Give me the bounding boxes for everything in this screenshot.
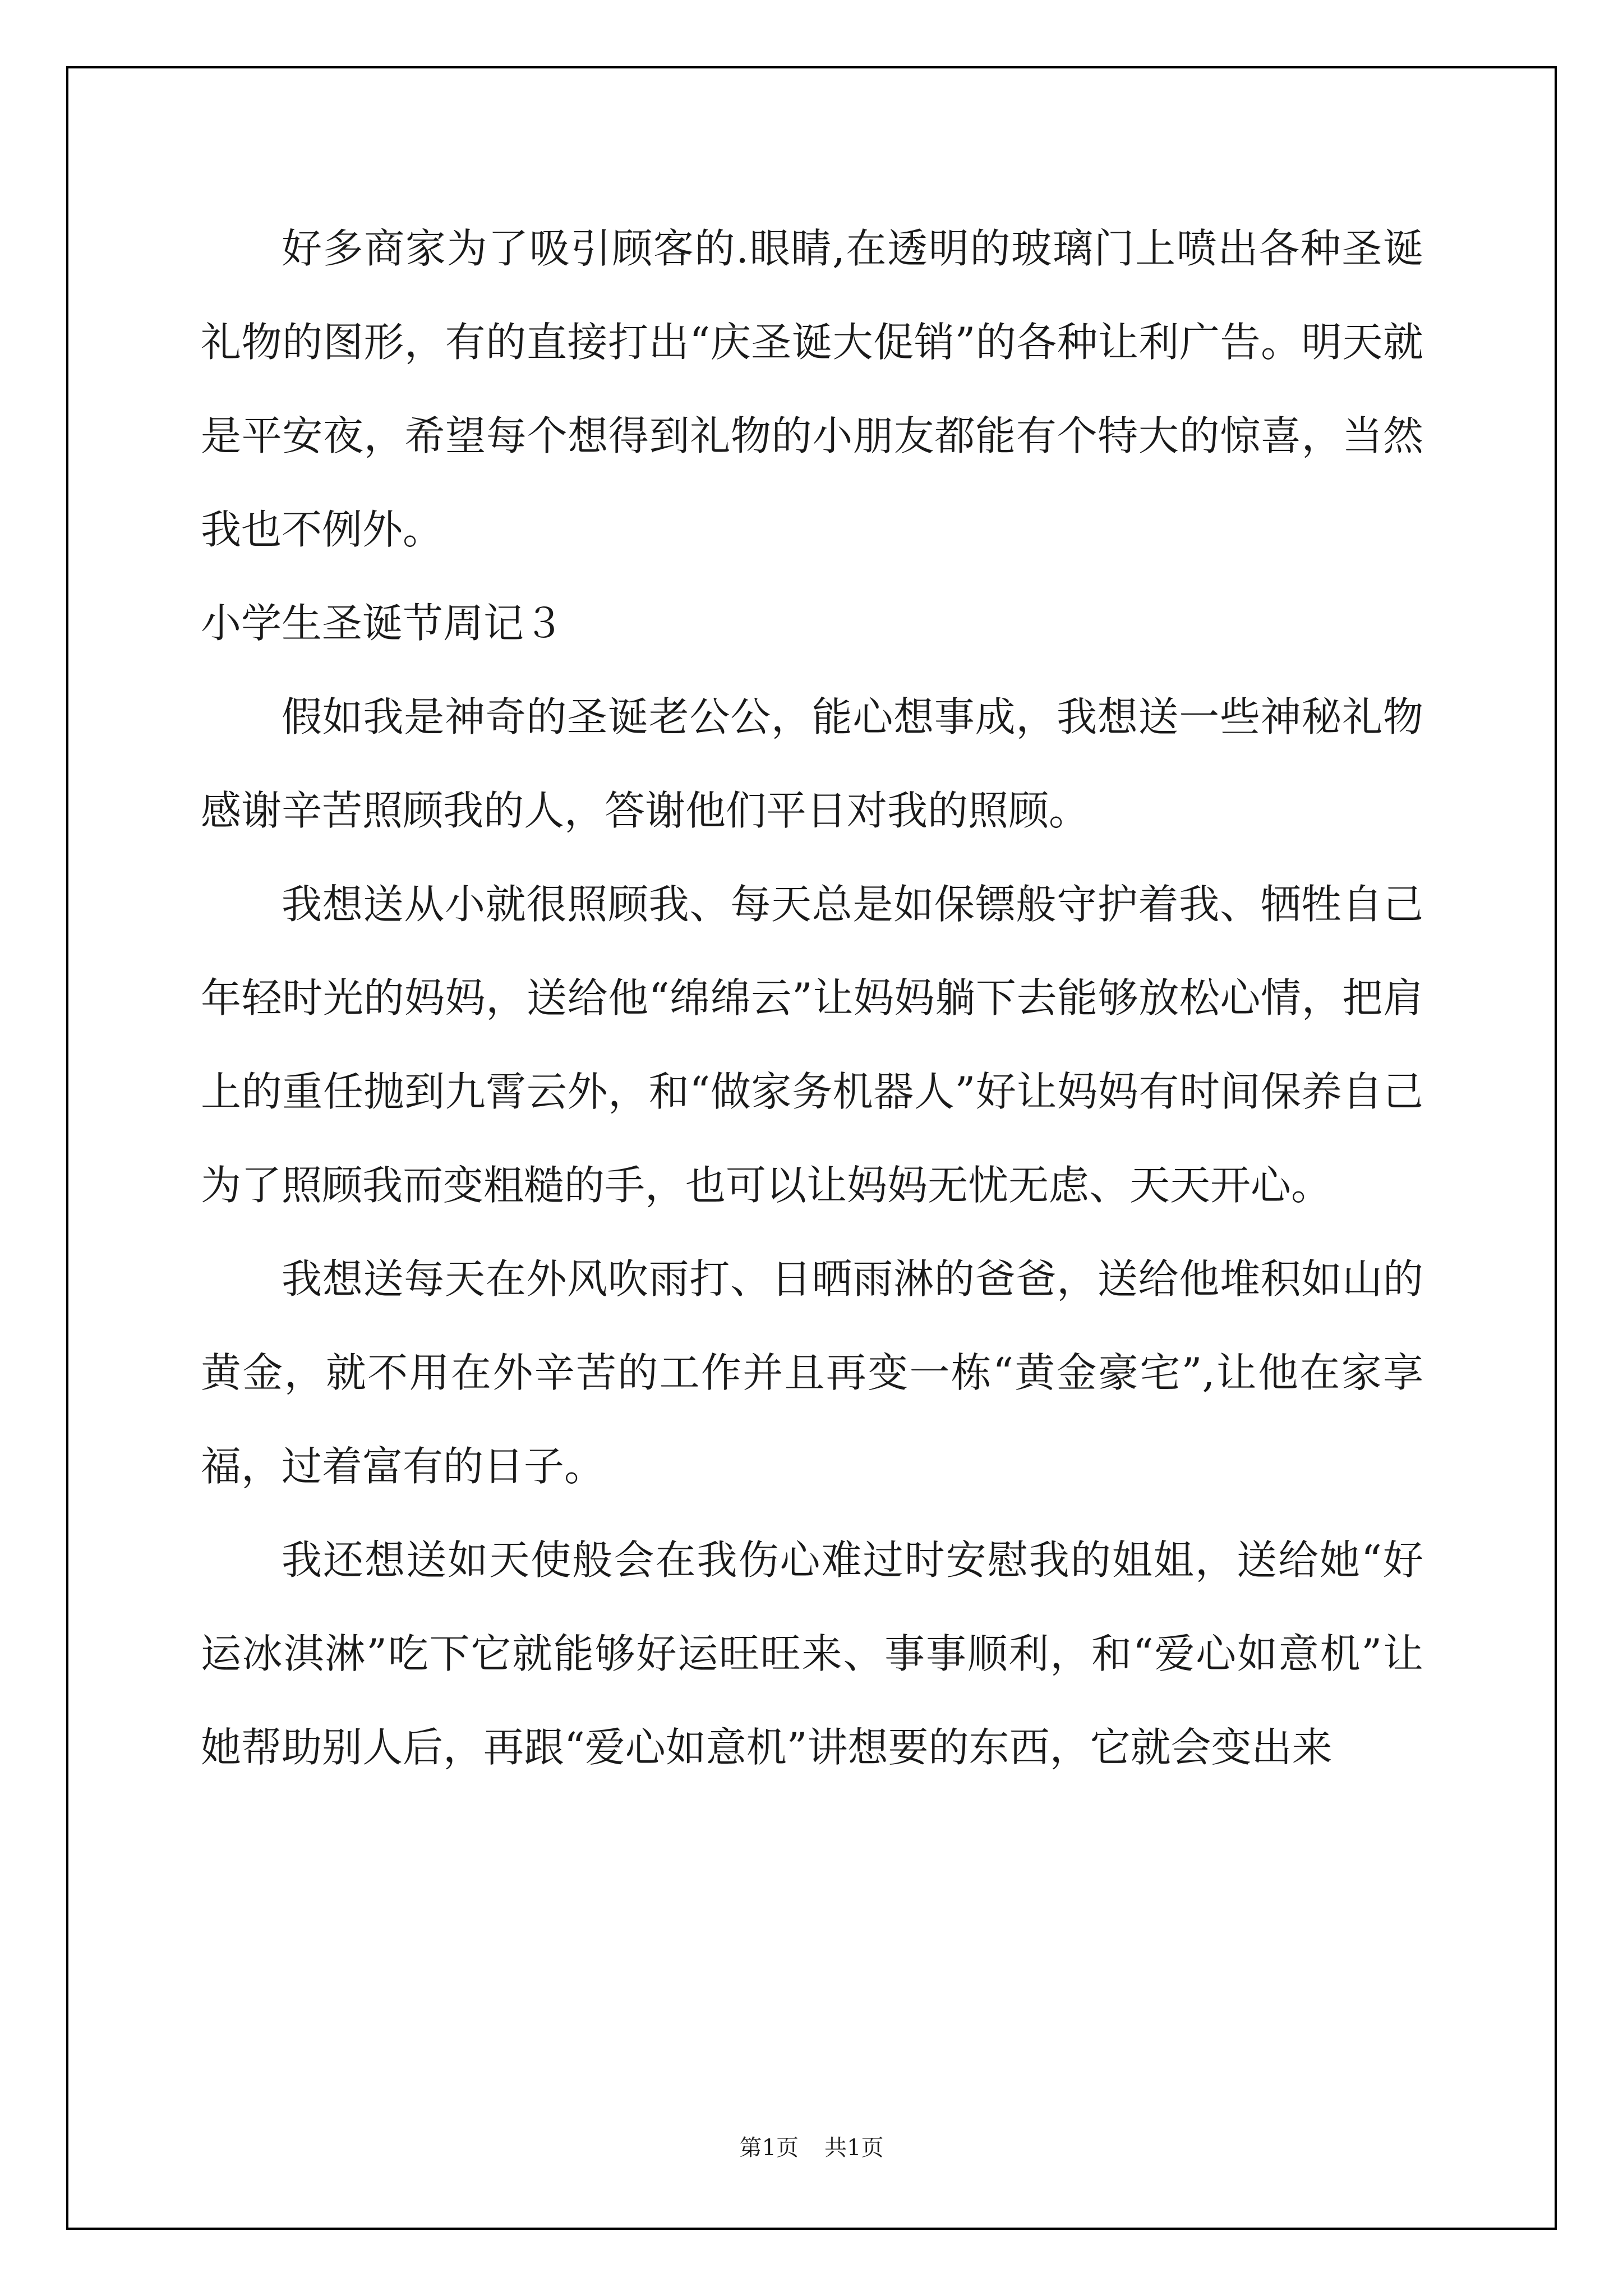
page-number: 第1页 [739, 2135, 799, 2161]
paragraph-1: 好多商家为了吸引顾客的.眼睛,在透明的玻璃门上喷出各种圣诞礼物的图形，有的直接打出“庆圣诞大促销”的各种让利广告。明天就是平安夜，希望每个想得到礼物的小朋友都能有个特大的惊喜，当然我也不例外。 [201, 225, 1423, 553]
page-footer [0, 2134, 1623, 2162]
paragraph-5: 我还想送如天使般会在我伤心难过时安慰我的姐姐，送给她“好运冰淇淋”吃下它就能够好运旺旺来、事事顺利，和“爱心如意机”让她帮助别人后，再跟“爱心如意机”讲想要的东西，它就会变出来 [201, 1536, 1423, 1771]
paragraph-3: 我想送从小就很照顾我、每天总是如保镖般守护着我、牺牲自己年轻时光的妈妈，送给他“绵绵云”让妈妈躺下去能够放松心情，把肩上的重任抛到九霄云外，和“做家务机器人”好让妈妈有时间保养自己为了照顾我而变粗糙的手，也可以让妈妈无忧无虑、天天开心。 [201, 881, 1423, 1209]
paragraph-4: 我想送每天在外风吹雨打、日晒雨淋的爸爸，送给他堆积如山的黄金，就不用在外辛苦的工作并且再变一栋“黄金豪宅”,让他在家享福，过着富有的日子。 [201, 1255, 1423, 1490]
paragraph-2: 假如我是神奇的圣诞老公公，能心想事成，我想送一些神秘礼物感谢辛苦照顾我的人，答谢他们平日对我的照顾。 [201, 693, 1423, 834]
section-heading: 小学生圣诞节周记３ [201, 600, 565, 647]
page-total: 共1页 [824, 2135, 884, 2161]
document-body [201, 202, 1423, 1795]
